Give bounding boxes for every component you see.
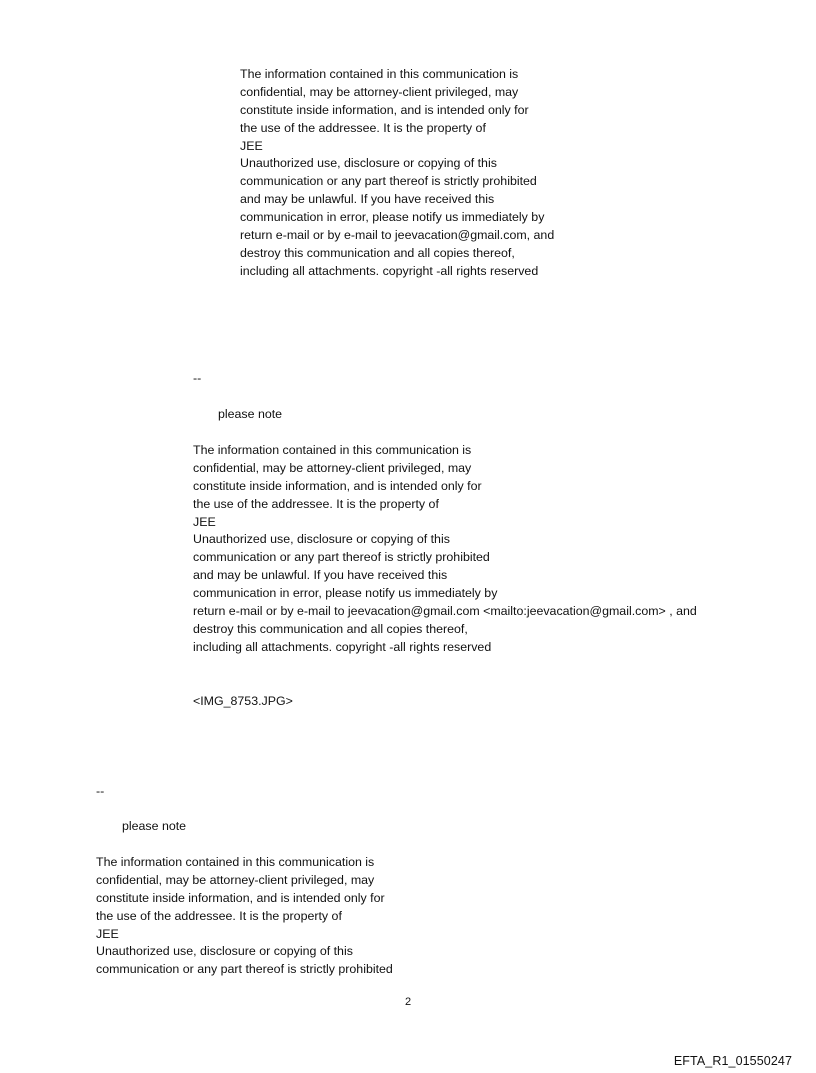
disclaimer-line: Unauthorized use, disclosure or copying of this bbox=[193, 532, 450, 547]
disclaimer-line: and may be unlawful. If you have received this bbox=[240, 192, 495, 207]
disclaimer-line: Unauthorized use, disclosure or copying of this bbox=[240, 156, 497, 171]
disclaimer-line: return e-mail or by e-mail to jeevacation@gmail.com <mailto:jeevacation@gmail.com> , and bbox=[193, 604, 697, 619]
disclaimer-line: constitute inside information, and is intended only for bbox=[193, 478, 482, 493]
disclaimer-line: confidential, may be attorney-client privileged, may bbox=[193, 460, 472, 475]
disclaimer-line: JEE bbox=[96, 926, 119, 941]
disclaimer-line: confidential, may be attorney-client privileged, may bbox=[240, 84, 519, 99]
disclaimer-line: communication in error, please notify us immediately by bbox=[193, 586, 498, 601]
disclaimer-line: including all attachments. copyright -all rights reserved bbox=[240, 263, 539, 278]
disclaimer-block-3 bbox=[96, 854, 393, 979]
disclaimer-line: The information contained in this communication is bbox=[96, 855, 375, 869]
disclaimer-line: communication or any part thereof is strictly prohibited bbox=[96, 962, 393, 977]
disclaimer-line: JEE bbox=[240, 138, 263, 153]
signature-separator: -- bbox=[193, 371, 202, 385]
page-number: 2 bbox=[404, 996, 412, 1008]
disclaimer-block-1 bbox=[240, 66, 554, 281]
disclaimer-line: return e-mail or by e-mail to jeevacation@gmail.com, and bbox=[240, 228, 555, 243]
please-note-label: please note bbox=[122, 819, 187, 833]
disclaimer-line: and may be unlawful. If you have received this bbox=[193, 568, 448, 583]
disclaimer-block-2 bbox=[193, 442, 697, 657]
disclaimer-line: The information contained in this communication is bbox=[193, 443, 472, 457]
disclaimer-line: including all attachments. copyright -all rights reserved bbox=[193, 639, 492, 654]
signature-separator: -- bbox=[96, 784, 105, 798]
disclaimer-line: The information contained in this communication is bbox=[240, 67, 519, 81]
disclaimer-line: Unauthorized use, disclosure or copying of this bbox=[96, 944, 353, 959]
disclaimer-line: communication or any part thereof is strictly prohibited bbox=[240, 174, 537, 189]
disclaimer-line: communication or any part thereof is strictly prohibited bbox=[193, 550, 490, 565]
disclaimer-line: the use of the addressee. It is the property of bbox=[240, 120, 486, 135]
disclaimer-line: destroy this communication and all copies thereof, bbox=[240, 245, 515, 260]
disclaimer-line: JEE bbox=[193, 514, 216, 529]
bates-number: EFTA_R1_01550247 bbox=[673, 1054, 792, 1068]
disclaimer-line: confidential, may be attorney-client privileged, may bbox=[96, 872, 375, 887]
please-note-label: please note bbox=[218, 407, 283, 421]
disclaimer-line: the use of the addressee. It is the property of bbox=[193, 496, 439, 511]
disclaimer-line: communication in error, please notify us immediately by bbox=[240, 210, 545, 225]
disclaimer-line: destroy this communication and all copies thereof, bbox=[193, 621, 468, 636]
disclaimer-line: the use of the addressee. It is the property of bbox=[96, 908, 342, 923]
disclaimer-line: constitute inside information, and is intended only for bbox=[96, 890, 385, 905]
attachment-filename: <IMG_8753.JPG> bbox=[193, 694, 293, 708]
disclaimer-line: constitute inside information, and is intended only for bbox=[240, 102, 529, 117]
